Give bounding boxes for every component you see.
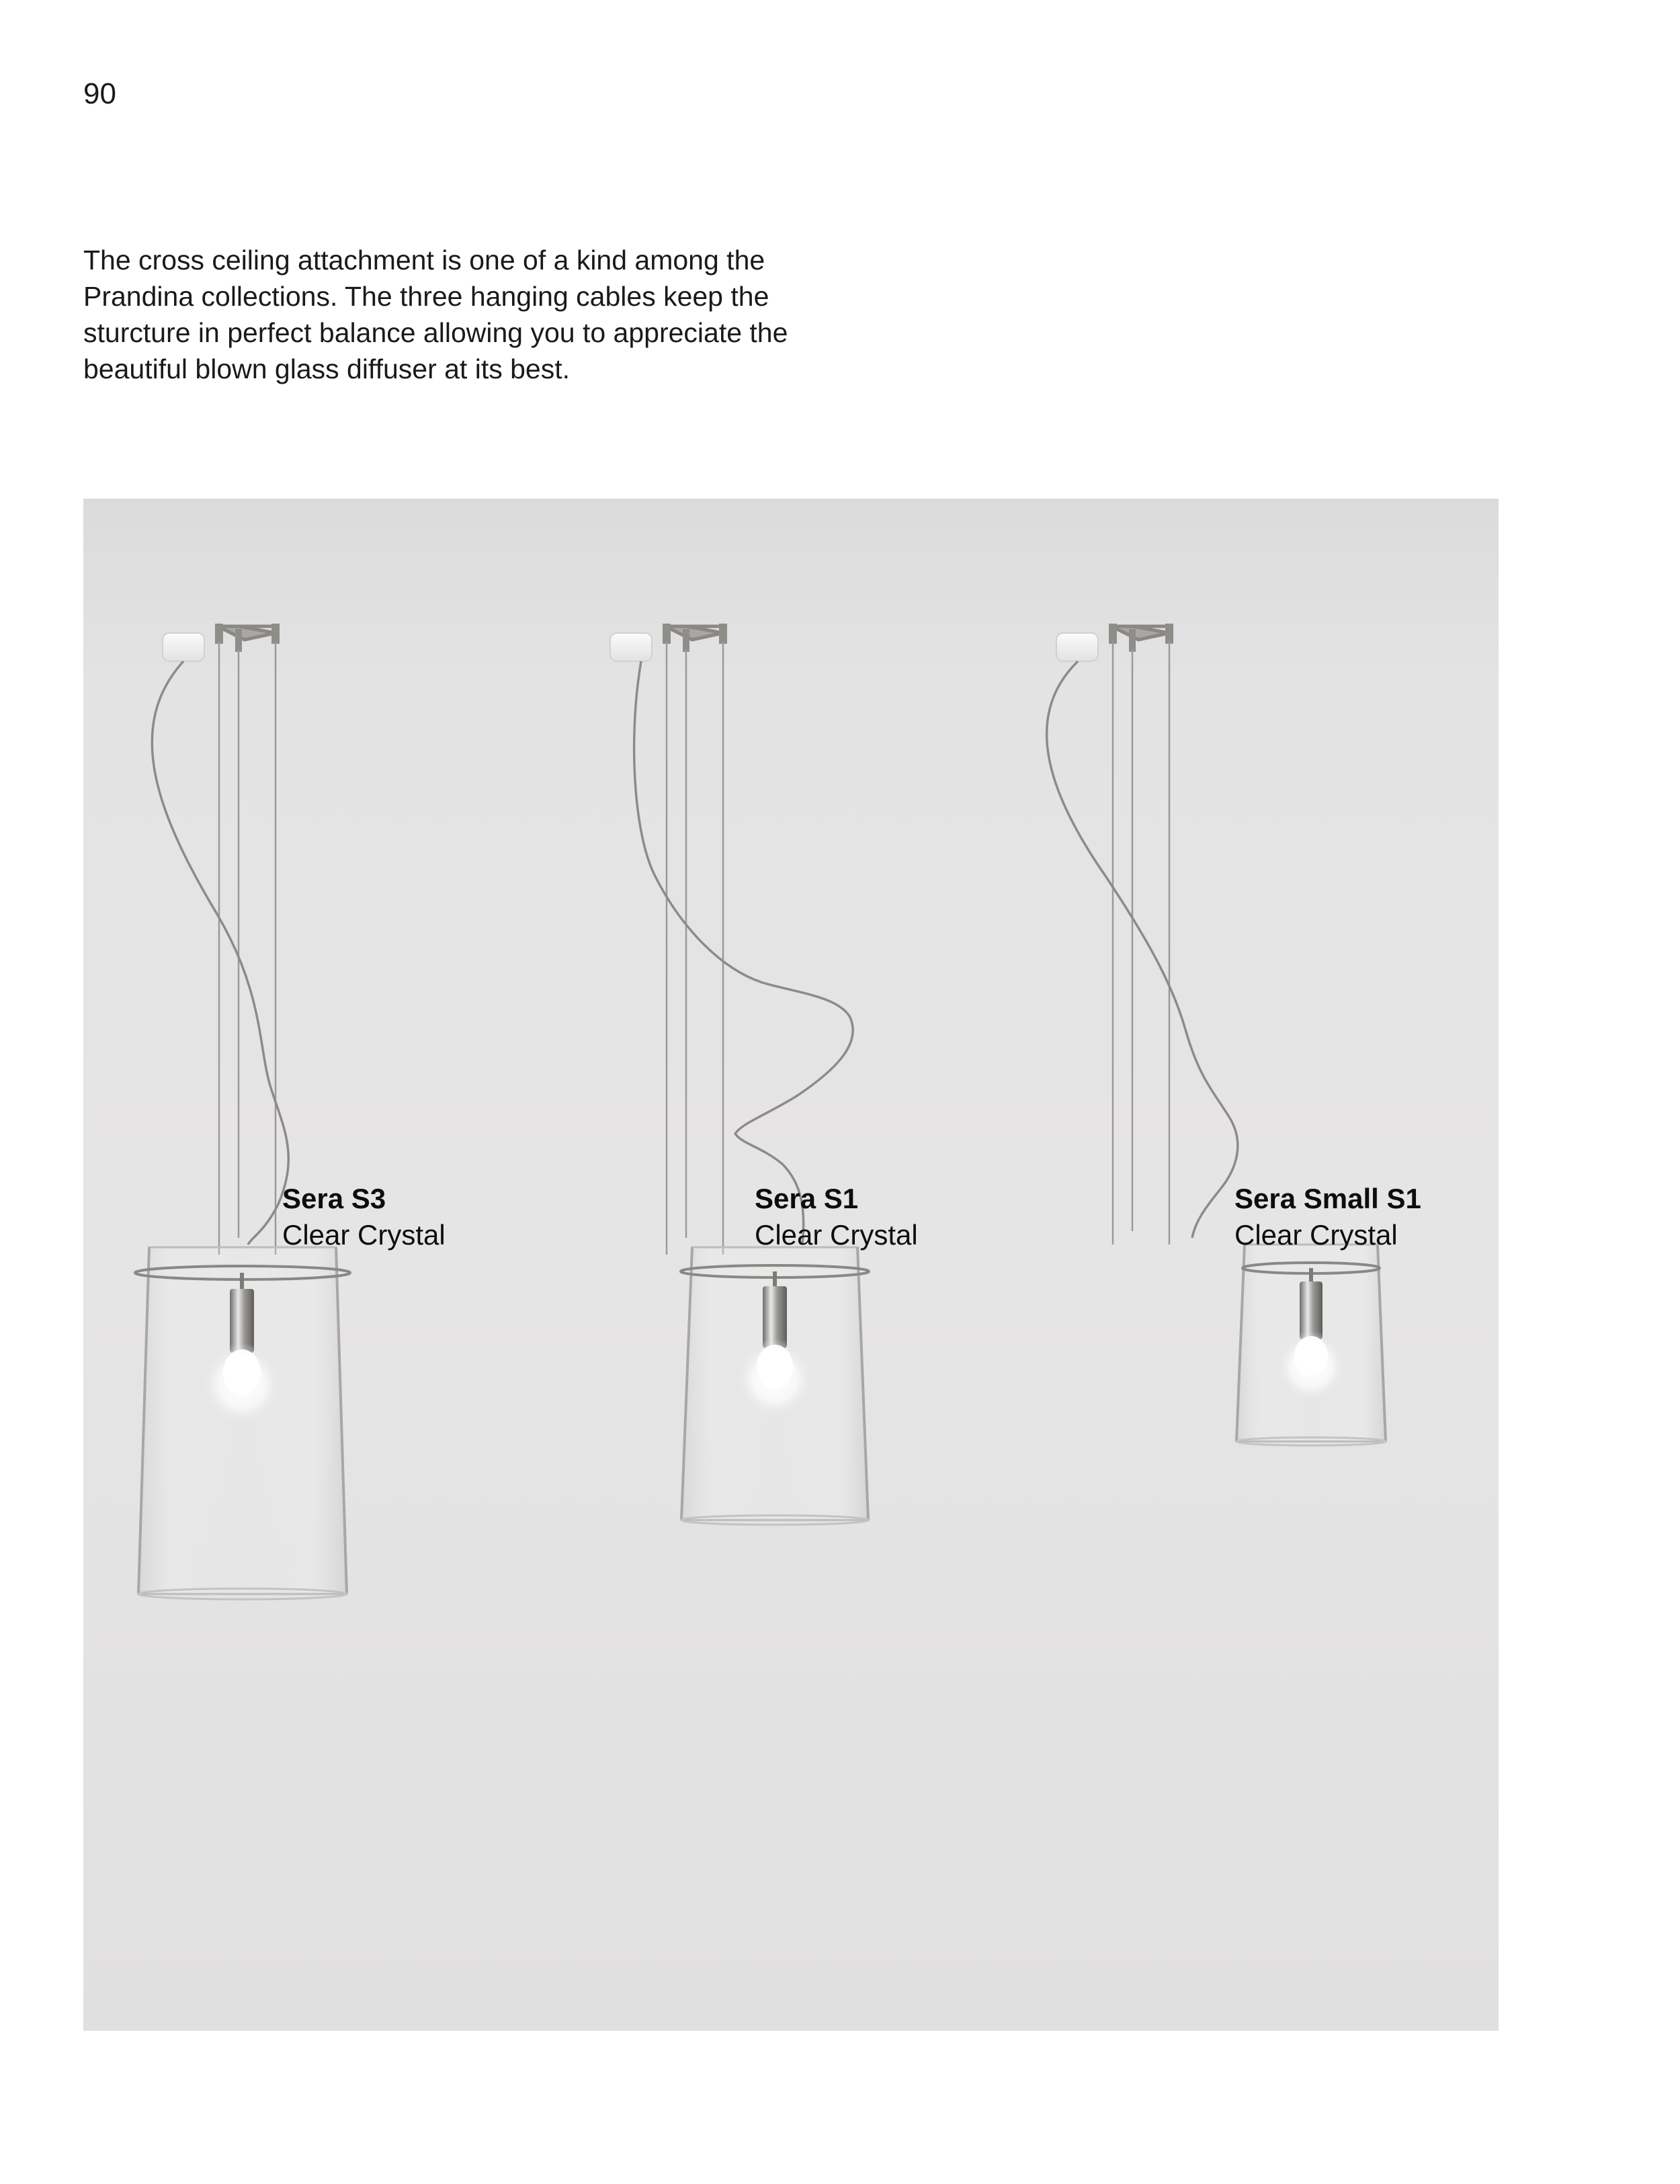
cross-ceiling-attachment: [663, 624, 727, 652]
product-caption-2: [755, 1181, 918, 1253]
ceiling-canopy: [1056, 633, 1098, 661]
product-caption-3: [1234, 1181, 1421, 1253]
product-caption-1: [282, 1181, 446, 1253]
lamp-sera-s1: [610, 624, 869, 1525]
page-number: 90: [83, 77, 116, 110]
intro-paragraph: The cross ceiling attachment is one of a kind among the Prandina collections. The three hanging cables keep the sturcture in perfect balance allowing you to appreciate the beautiful blown glass diffuser at its best.: [83, 245, 788, 384]
lamp-sera-s3: [135, 624, 350, 1599]
product-name: Sera Small S1: [1234, 1183, 1421, 1214]
power-cable: [1047, 661, 1238, 1238]
cross-ceiling-attachment: [1109, 624, 1173, 652]
cross-ceiling-attachment: [215, 624, 280, 652]
pendant-lamps-illustration: [83, 499, 1499, 2031]
lamp-sera-small-s1: [1047, 624, 1386, 1445]
ceiling-canopy: [163, 633, 204, 661]
product-finish: Clear Crystal: [1234, 1219, 1398, 1251]
power-cable: [152, 661, 288, 1245]
product-name: Sera S3: [282, 1183, 386, 1214]
product-finish: Clear Crystal: [755, 1219, 918, 1251]
product-finish: Clear Crystal: [282, 1219, 446, 1251]
product-photo: [83, 499, 1499, 2031]
ceiling-canopy: [610, 633, 652, 661]
product-name: Sera S1: [755, 1183, 859, 1214]
